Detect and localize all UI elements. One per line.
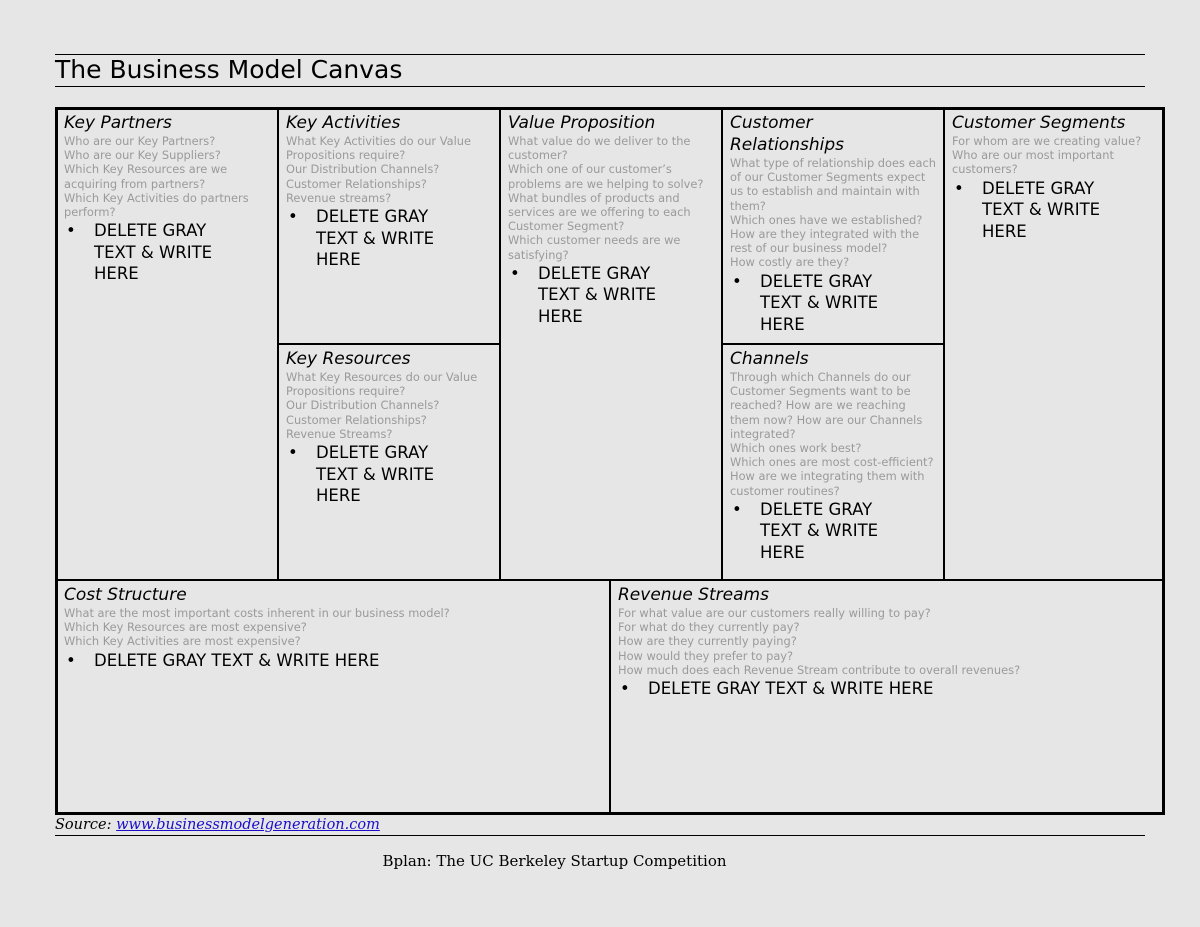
bullet-text: DELETE GRAY TEXT & WRITE HERE	[94, 650, 380, 670]
value-proposition-section	[502, 110, 722, 579]
value-proposition-prompt: What bundles of products and services are we offering to each Customer Segment?	[508, 190, 691, 234]
revenue-streams-bullet[interactable]	[618, 678, 1156, 700]
customer-relationships-bullet[interactable]	[730, 271, 938, 336]
key-activities-section	[280, 110, 500, 343]
key-resources-section	[280, 346, 500, 579]
channels-prompt: Which ones are most cost-efficient?	[730, 455, 934, 470]
bullet-text: DELETE GRAY TEXT & WRITE HERE	[316, 207, 435, 270]
source-rule	[55, 835, 1145, 836]
revenue-streams-prompt: How are they currently paying?	[618, 634, 797, 649]
key-resources-bullet[interactable]	[286, 442, 494, 507]
bullet-text: DELETE GRAY TEXT & WRITE HERE	[760, 271, 879, 334]
channels-section	[724, 346, 944, 579]
business-model-canvas	[55, 107, 1165, 815]
customer-segments-title: Customer Segments	[952, 113, 1126, 133]
customer-segments-bullet[interactable]	[952, 178, 1156, 243]
cost-structure-prompt: Which Key Activities are most expensive?	[64, 634, 301, 649]
bullet-dot: •	[66, 221, 76, 241]
bullet-dot: •	[620, 679, 630, 699]
bullet-text: DELETE GRAY TEXT & WRITE HERE	[538, 263, 657, 326]
bullet-dot: •	[288, 443, 298, 463]
cost-structure-title: Cost Structure	[64, 585, 187, 605]
revenue-streams-title: Revenue Streams	[618, 585, 769, 605]
key-partners-prompt: Which Key Resources are we acquiring from partners?	[64, 162, 228, 191]
footer-text: Bplan: The UC Berkeley Startup Competition	[382, 852, 727, 870]
key-partners-prompt: Which Key Activities do partners perform?	[64, 190, 249, 220]
key-resources-title: Key Resources	[286, 349, 411, 369]
source-label: Source:	[55, 817, 117, 833]
bullet-text: DELETE GRAY TEXT & WRITE HERE	[316, 443, 435, 506]
channels-prompt: Which ones work best?	[730, 441, 862, 456]
title-bottom-rule	[55, 86, 1145, 87]
customer-relationships-section	[724, 110, 944, 343]
key-activities-prompt: Our Distribution Channels?	[286, 162, 440, 177]
key-activities-prompt: Customer Relationships?	[286, 176, 427, 191]
customer-relationships-prompt: How costly are they?	[730, 255, 850, 270]
customer-segments-prompt: For whom are we creating value?	[952, 134, 1142, 148]
bullet-text: DELETE GRAY TEXT & WRITE HERE	[648, 679, 934, 699]
cost-structure-section	[58, 582, 610, 812]
revenue-streams-prompt: How would they prefer to pay?	[618, 648, 794, 663]
customer-relationships-prompt: How are they integrated with the rest of our business model?	[730, 227, 920, 256]
value-proposition-prompt: Which one of our customer’s problems are we helping to solve?	[508, 162, 704, 191]
key-partners-bullet[interactable]	[64, 220, 272, 285]
customer-segments-section	[946, 110, 1162, 579]
key-activities-title: Key Activities	[286, 113, 401, 133]
revenue-streams-prompt: How much does each Revenue Stream contribute to overall revenues?	[618, 662, 1021, 677]
customer-segments-prompt: Who are our most important customers?	[952, 148, 1114, 177]
bullet-text: DELETE GRAY TEXT & WRITE HERE	[94, 221, 213, 284]
key-partners-prompt: Who are our Key Partners?	[64, 134, 216, 148]
channels-prompt: How are we integrating them with customer routines?	[730, 469, 925, 498]
revenue-streams-prompt: For what value are our customers really willing to pay?	[618, 606, 931, 620]
key-resources-prompt: Customer Relationships?	[286, 412, 427, 427]
bullet-dot: •	[66, 650, 76, 670]
bullet-dot: •	[732, 499, 742, 519]
bullet-dot: •	[510, 263, 520, 283]
cost-structure-bullet[interactable]	[64, 650, 604, 672]
value-proposition-prompt: Which customer needs are we satisfying?	[508, 233, 681, 262]
bullet-dot: •	[732, 271, 742, 291]
bullet-dot: •	[954, 178, 964, 198]
value-proposition-bullet[interactable]	[508, 263, 716, 328]
cost-structure-prompt: Which Key Resources are most expensive?	[64, 620, 307, 635]
key-activities-bullet[interactable]	[286, 206, 494, 271]
key-partners-prompt: Who are our Key Suppliers?	[64, 148, 221, 163]
channels-bullet[interactable]	[730, 499, 938, 564]
key-resources-prompt: Our Distribution Channels?	[286, 398, 440, 413]
key-partners-section	[58, 110, 278, 579]
bullet-dot: •	[288, 207, 298, 227]
value-proposition-prompt: What value do we deliver to the customer?	[508, 134, 691, 163]
customer-relationships-title: Customer Relationships	[730, 113, 844, 155]
revenue-streams-prompt: For what do they currently pay?	[618, 620, 800, 635]
source-link[interactable]: www.businessmodelgeneration.com	[116, 817, 380, 833]
channels-prompt: Through which Channels do our Customer Segments want to be reached? How are we reaching them now? How are our Channels integrated?	[730, 370, 923, 441]
channels-title: Channels	[730, 349, 809, 369]
cost-structure-prompt: What are the most important costs inherent in our business model?	[64, 606, 450, 620]
source-line	[55, 817, 380, 833]
divider-relationships-channels	[721, 343, 943, 345]
key-activities-prompt: Revenue streams?	[286, 190, 392, 205]
bullet-text: DELETE GRAY TEXT & WRITE HERE	[760, 499, 879, 562]
bullet-text: DELETE GRAY TEXT & WRITE HERE	[982, 178, 1101, 241]
customer-relationships-prompt: Which ones have we established?	[730, 212, 923, 227]
key-resources-prompt: What Key Resources do our Value Propositions require?	[286, 370, 478, 399]
value-proposition-title: Value Proposition	[508, 113, 656, 133]
key-resources-prompt: Revenue Streams?	[286, 426, 393, 441]
page-title: The Business Model Canvas	[55, 55, 403, 84]
divider-activities-resources	[277, 343, 499, 345]
customer-relationships-prompt: What type of relationship does each of our Customer Segments expect us to establish and maintain with them?	[730, 156, 937, 213]
revenue-streams-section	[612, 582, 1162, 812]
key-partners-title: Key Partners	[64, 113, 172, 133]
key-activities-prompt: What Key Activities do our Value Propositions require?	[286, 134, 471, 163]
